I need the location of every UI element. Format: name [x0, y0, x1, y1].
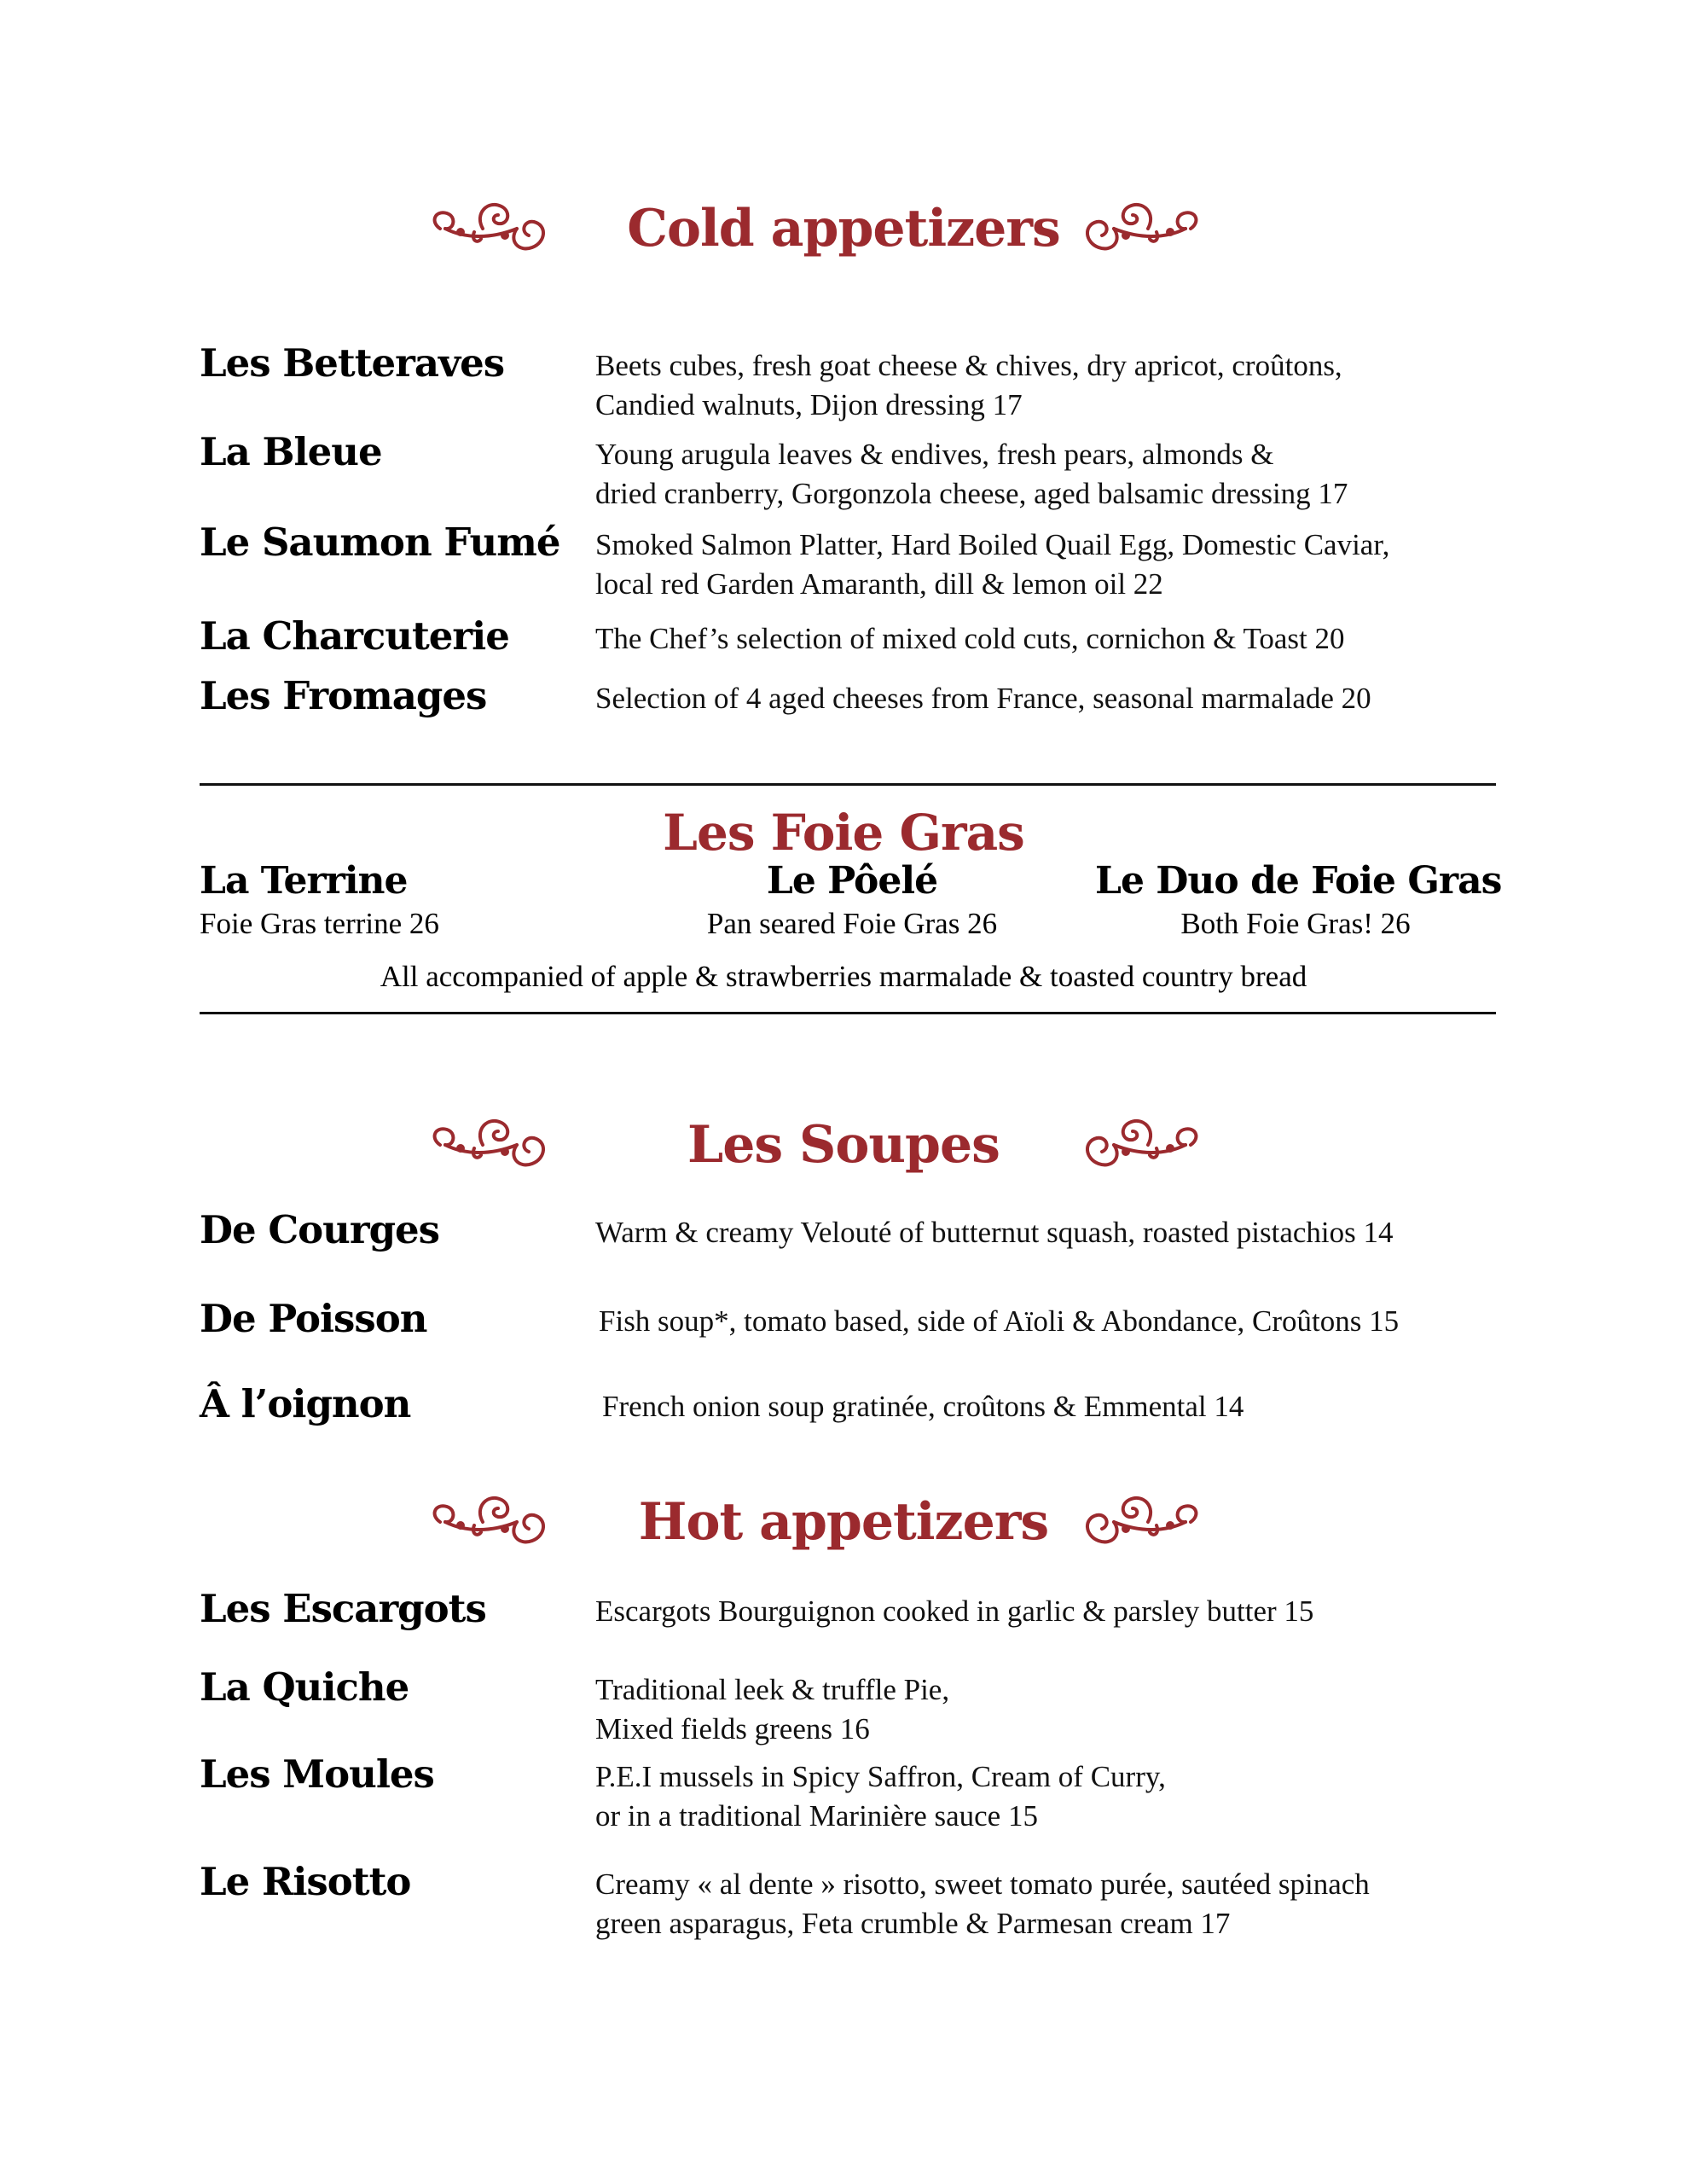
- description-line: Candied walnuts, Dijon dressing 17: [595, 388, 1023, 421]
- item-name: Les Escargots: [200, 1586, 486, 1631]
- description-line: Young arugula leaves & endives, fresh pears, almonds &: [595, 438, 1274, 471]
- item-name: Le Saumon Fumé: [200, 520, 560, 565]
- description-line: local red Garden Amaranth, dill & lemon oil 22: [595, 567, 1163, 601]
- hot-appetizers-header: [0, 1488, 1687, 1582]
- flourish-right-icon: [1071, 1104, 1208, 1181]
- foie-gras-note: All accompanied of apple & strawberries marmalade & toasted country bread: [380, 960, 1307, 993]
- foie-gras-item: [200, 858, 439, 944]
- hot-appetizers-title: Hot appetizers: [638, 1492, 1049, 1552]
- item-description: [602, 1387, 1523, 1426]
- flourish-right-icon: [1071, 188, 1208, 264]
- description-line: P.E.I mussels in Spicy Saffron, Cream of Curry,: [595, 1760, 1166, 1793]
- item-description: Pan seared Foie Gras 26: [706, 907, 998, 940]
- description-line: Mixed fields greens 16: [595, 1712, 870, 1745]
- item-description: [595, 346, 1516, 425]
- foie-gras-item: [1095, 858, 1502, 944]
- item-name: Les Moules: [200, 1751, 434, 1797]
- soups-header: [0, 1111, 1687, 1205]
- item-description: [595, 435, 1516, 514]
- item-name: La Bleue: [200, 429, 382, 474]
- item-name: La Terrine: [200, 859, 408, 903]
- description-line: green asparagus, Feta crumble & Parmesan cream 17: [595, 1907, 1231, 1940]
- description-line: dried cranberry, Gorgonzola cheese, aged balsamic dressing 17: [595, 477, 1348, 510]
- item-description: [595, 1757, 1516, 1836]
- divider-top: [200, 783, 1496, 786]
- item-name: De Courges: [200, 1207, 440, 1252]
- cold-appetizers-header: [0, 195, 1687, 288]
- item-name: La Charcuterie: [200, 613, 509, 659]
- item-name: La Quiche: [200, 1664, 409, 1710]
- item-description: Both Foie Gras! 26: [1180, 907, 1411, 940]
- item-name: Â l’oignon: [200, 1381, 411, 1426]
- item-description: [599, 1302, 1520, 1341]
- description-line: Creamy « al dente » risotto, sweet tomato purée, sautéed spinach: [595, 1867, 1370, 1901]
- description-line: Beets cubes, fresh goat cheese & chives, dry apricot, croûtons,: [595, 349, 1342, 382]
- item-description: [595, 1213, 1516, 1252]
- item-name: De Poisson: [200, 1296, 427, 1341]
- description-line: The Chef’s selection of mixed cold cuts, cornichon & Toast 20: [595, 622, 1345, 655]
- item-description: [595, 619, 1516, 659]
- description-line: Traditional leek & truffle Pie,: [595, 1673, 950, 1706]
- description-line: French onion soup gratinée, croûtons & Emmental 14: [602, 1390, 1244, 1423]
- item-description: [595, 1670, 1516, 1749]
- item-name: Les Fromages: [200, 673, 487, 718]
- description-line: Selection of 4 aged cheeses from France, seasonal marmalade 20: [595, 682, 1371, 715]
- flourish-right-icon: [1071, 1481, 1208, 1558]
- description-line: or in a traditional Marinière sauce 15: [595, 1799, 1038, 1833]
- foie-gras-title: Les Foie Gras: [663, 804, 1024, 862]
- divider-bottom: [200, 1012, 1496, 1014]
- item-description: Foie Gras terrine 26: [200, 907, 439, 940]
- description-line: Fish soup*, tomato based, side of Aïoli & Abondance, Croûtons 15: [599, 1304, 1400, 1338]
- cold-appetizers-title: Cold appetizers: [627, 199, 1060, 258]
- description-line: Smoked Salmon Platter, Hard Boiled Quail Egg, Domestic Caviar,: [595, 528, 1390, 561]
- item-name: Le Duo de Foie Gras: [1095, 859, 1502, 903]
- item-name: Le Risotto: [200, 1859, 411, 1904]
- foie-gras-item: [673, 858, 1031, 944]
- item-description: [595, 526, 1516, 604]
- description-line: Escargots Bourguignon cooked in garlic & parsley butter 15: [595, 1594, 1314, 1628]
- item-description: [595, 679, 1516, 718]
- description-line: Warm & creamy Velouté of butternut squash, roasted pistachios 14: [595, 1216, 1394, 1249]
- item-description: [595, 1592, 1516, 1631]
- soups-title: Les Soupes: [687, 1115, 1000, 1175]
- item-description: [595, 1865, 1516, 1943]
- item-name: Les Betteraves: [200, 340, 505, 386]
- item-name: Le Pôelé: [766, 859, 938, 903]
